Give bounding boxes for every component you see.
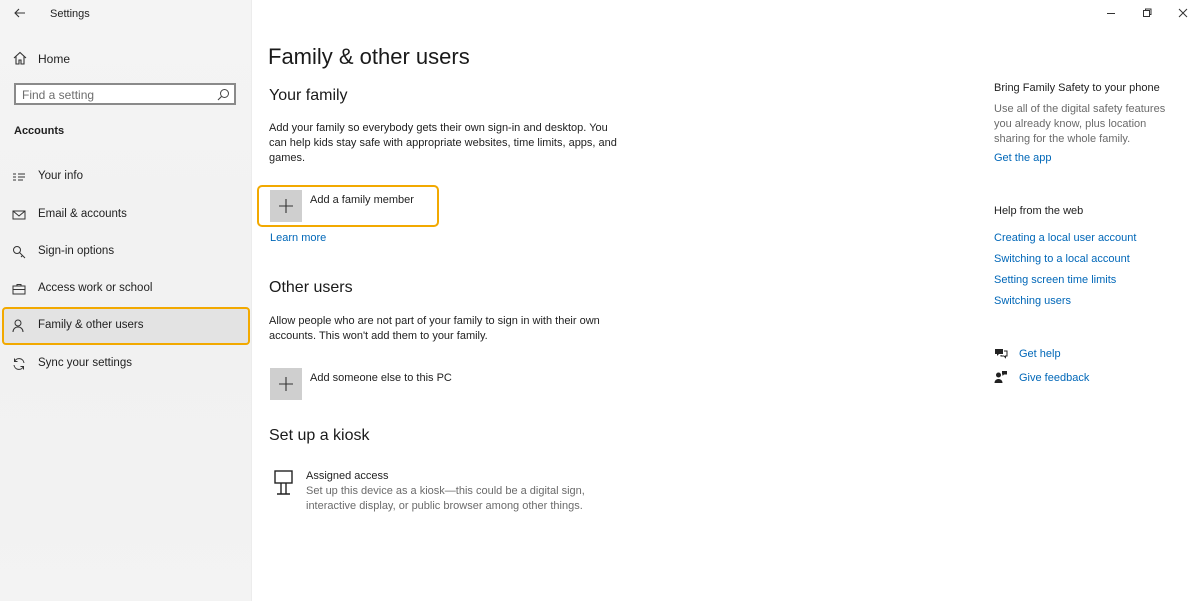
help-link-switching-local-account[interactable]: Switching to a local account [994,253,1130,265]
add-family-member-button[interactable] [270,190,440,224]
family-safety-text [994,102,1184,147]
description-line: can help kids stay safe with appropriate websites, time limits, apps, and [269,137,617,149]
plus-icon [278,198,294,214]
sidebar-item-email-accounts[interactable] [2,196,250,234]
sidebar-item-label: Your info [38,170,83,182]
your-family-description [269,121,629,166]
sidebar-item-label: Family & other users [38,319,144,331]
give-feedback-link[interactable] [994,370,1114,386]
help-link-switching-users[interactable]: Switching users [994,295,1072,307]
contact-info-icon [12,170,26,184]
search-icon[interactable] [217,88,230,101]
kiosk-heading: Set up a kiosk [269,427,370,444]
family-safety-heading: Bring Family Safety to your phone [994,82,1160,94]
plus-icon [278,376,294,392]
sidebar-item-your-info[interactable] [2,158,250,196]
description-line: Add your family so everybody gets their own sign-in and desktop. You [269,122,608,134]
help-from-web-heading: Help from the web [994,205,1084,217]
description-line: games. [269,152,306,164]
close-icon[interactable] [1176,6,1190,20]
description-line: accounts. This won't add them to your family. [269,330,488,342]
description-line: Allow people who are not part of your family to sign in with their own [269,315,600,327]
assigned-access-description [306,484,585,514]
home-icon [12,50,28,66]
window-title: Settings [50,8,90,20]
sync-icon [12,357,26,371]
sidebar-item-access-work[interactable] [2,270,250,308]
plus-tile [270,368,302,400]
page-title: Family & other users [268,44,470,69]
back-arrow-icon[interactable] [12,5,28,21]
section-heading-accounts: Accounts [14,125,65,137]
sidebar-item-sync-settings[interactable] [2,345,250,383]
person-icon [12,319,26,333]
add-someone-else-button[interactable] [270,368,470,402]
mail-icon [12,208,26,222]
search-input[interactable] [22,87,202,103]
plus-tile [270,190,302,222]
text-line: Use all of the digital safety features [994,103,1166,115]
sidebar [0,0,252,601]
kiosk-icon [273,470,295,501]
assigned-access-item[interactable] [273,468,613,516]
description-line: Set up this device as a kiosk—this could be a digital sign, [306,485,585,497]
sidebar-item-family-other-users[interactable] [2,307,250,345]
sidebar-item-label: Email & accounts [38,208,127,220]
briefcase-icon [12,282,26,296]
give-feedback-label: Give feedback [1019,372,1090,384]
home-label: Home [38,52,71,66]
add-family-member-label: Add a family member [310,194,414,206]
restore-icon[interactable] [1140,6,1154,20]
assigned-access-title: Assigned access [306,470,389,482]
key-icon [12,245,26,259]
your-family-heading: Your family [269,87,348,104]
other-users-heading: Other users [269,279,353,296]
sidebar-item-label: Access work or school [38,282,153,294]
learn-more-link[interactable]: Learn more [270,232,327,244]
sidebar-item-label: Sync your settings [38,357,132,369]
help-link-creating-local-account[interactable]: Creating a local user account [994,232,1137,244]
description-line: interactive display, or public browser among other things. [306,500,583,512]
text-line: you already know, plus location [994,118,1147,130]
get-help-label: Get help [1019,348,1061,360]
text-line: sharing for the whole family. [994,133,1131,145]
help-link-screen-time-limits[interactable]: Setting screen time limits [994,274,1117,286]
sidebar-item-label: Sign-in options [38,245,115,257]
add-someone-else-label: Add someone else to this PC [310,372,452,384]
other-users-description [269,314,629,344]
sidebar-item-sign-in-options[interactable] [2,233,250,271]
search-box[interactable] [14,83,236,105]
get-help-link[interactable] [994,346,1114,362]
get-the-app-link[interactable]: Get the app [994,152,1052,164]
feedback-person-icon [994,370,1008,389]
chat-bubble-icon [994,346,1008,365]
minimize-icon[interactable] [1104,6,1118,20]
